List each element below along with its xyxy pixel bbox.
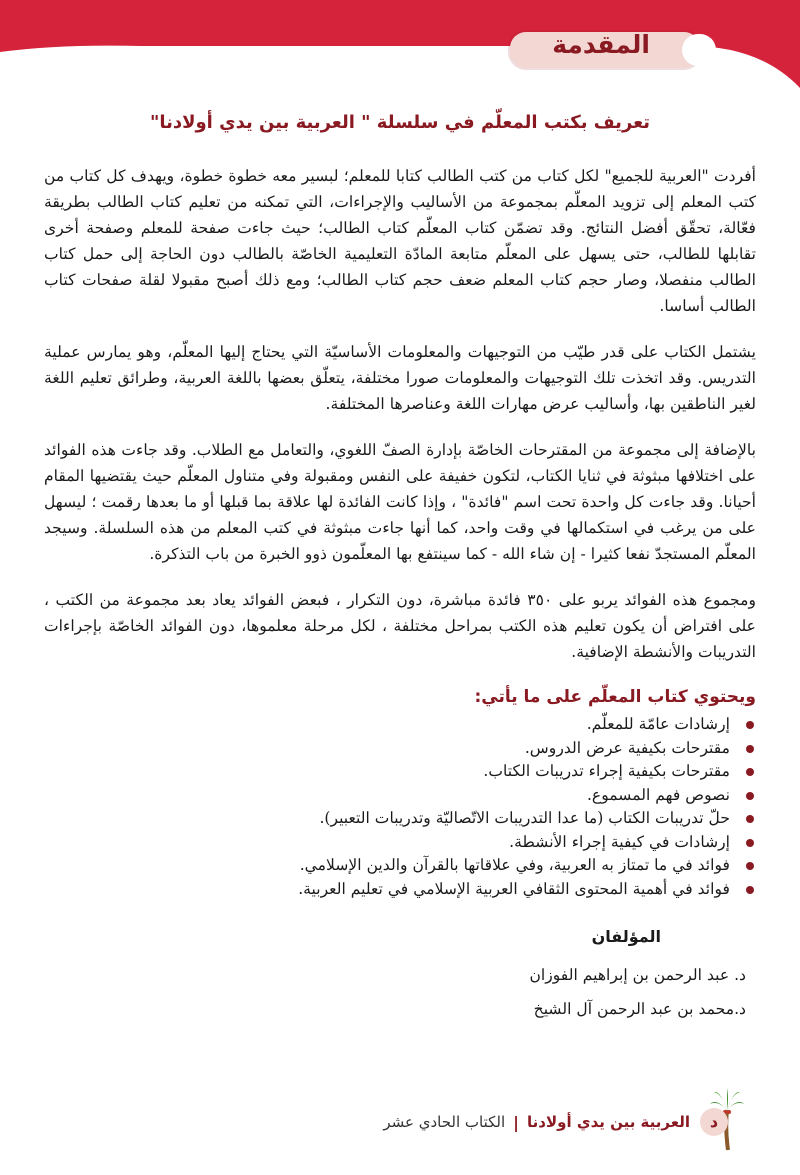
list-item-text: مقترحات بكيفية عرض الدروس.: [524, 738, 730, 757]
list-item-text: فوائد في أهمية المحتوى الثقافي العربية الإسلامي في تعليم العربية.: [298, 879, 730, 898]
list-item: [44, 807, 756, 831]
bullet-icon: [746, 862, 754, 870]
page-footer: [383, 1108, 728, 1136]
contents-list: [44, 713, 756, 901]
list-item: [44, 713, 756, 737]
list-item-text: فوائد في ما تمتاز به العربية، وفي علاقاتها بالقرآن والدين الإسلامي.: [299, 856, 730, 874]
list-item: [44, 854, 756, 878]
bullet-icon: [746, 745, 754, 753]
paragraph: بالإضافة إلى مجموعة من المقترحات الخاصّة بإدارة الصفّ اللغوي، والتعامل مع الطلاب. وقد جاءت هذه الفوائد على اختلافها مبثوثة في ثنايا الكتاب، لتكون خفيفة على النفس ومقبولة وفي متناول المعلّم حيث يقتضيها المقام أحيانا. وقد جاءت كل واحدة تحت اسم "فائدة" ، وإذا كانت الفائدة لها علاقة بما قبلها أو ما بعدها رقمت ؛ ليسهل على من يرغب في استكمالها في وقت واحد، كما أنها جاءت مبثوثة في كتب المعلم من هذه السلسلة. وسيجد المعلّم المستجدّ نفعا كثيرا - إن شاء الله - كما سينتفع بها المعلّمون ذوو الخبرة من باب التذكرة.: [44, 441, 756, 563]
bullet-icon: [746, 839, 754, 847]
list-item: [44, 784, 756, 808]
list-item: [44, 760, 756, 784]
list-item-text: مقترحات بكيفية إجراء تدريبات الكتاب.: [483, 762, 730, 780]
paragraph: يشتمل الكتاب على قدر طيّب من التوجيهات والمعلومات الأساسيّة التي يحتاج إليها المعلّم، وهو يمارس عملية التدريس. وقد اتخذت تلك التوجيهات والمعلومات صورا مختلفة، يتعلّق بعضها باللغة العربية، وطرائق تعليم اللغة لغير الناطقين بها، وأساليب عرض مهارات اللغة وعناصرها المختلفة.: [44, 343, 756, 413]
page-number: د: [700, 1108, 728, 1136]
list-item: [44, 878, 756, 902]
list-item: [44, 831, 756, 855]
main-content: [44, 106, 756, 1026]
authors-heading: المؤلفان: [591, 927, 661, 946]
paragraph: ومجموع هذه الفوائد يربو على ٣٥٠ فائدة مباشرة، دون التكرار ، فبعض الفوائد يعاد بعد مجموعة من الكتب ، على افتراض أن يكون تعليم هذه الكتب بمراحل مختلفة ، لكل مرحلة معلموها، دون الفوائد الخاصّة بإجراءات التدريبات والأنشطة الإضافية.: [44, 591, 756, 661]
footer-separator: |: [513, 1112, 519, 1132]
list-item-text: حلّ تدريبات الكتاب (ما عدا التدريبات الاتّصاليّة وتدريبات التعبير).: [319, 809, 730, 827]
list-item: [44, 737, 756, 761]
list-item-text: نصوص فهم المسموع.: [586, 785, 730, 804]
section-title: المقدمة: [552, 30, 650, 59]
list-item-text: إرشادات في كيفية إجراء الأنشطة.: [509, 832, 730, 851]
bullet-icon: [746, 768, 754, 776]
bullet-icon: [746, 815, 754, 823]
bullet-icon: [746, 792, 754, 800]
list-item-text: إرشادات عامّة للمعلّم.: [586, 715, 730, 733]
book-name: الكتاب الحادي عشر: [383, 1113, 506, 1131]
contents-heading: ويحتوي كتاب المعلّم على ما يأتي:: [474, 687, 756, 707]
authors-block: [44, 927, 756, 1026]
series-name: العربية بين يدي أولادنا: [527, 1113, 690, 1131]
author-name: د.محمد بن عبد الرحمن آل الشيخ: [533, 1000, 746, 1018]
paragraph: أفردت "العربية للجميع" لكل كتاب من كتب الطالب كتابا للمعلم؛ لبسير معه خطوة خطوة، ويهدف كل كتاب من كتب المعلم إلى تزويد المعلّم بمجموعة من الأساليب والإجراءات، التي تمكنه من تعليم كتاب الطالب بطريقة فعّالة، تحقّق أفضل النتائج. وقد تضمّن كتاب المعلّم كتاب الطالب؛ حيث جاءت صفحة للمعلم وصفحة أخرى تقابلها للطالب، حتى يسهل على المعلّم متابعة المادّة التعليمية الخاصّة بالطالب دون الحاجة إلى حمل كتاب الطالب منفصلا، وصار حجم كتاب المعلم ضعف حجم كتاب الطالب؛ ومع ذلك أصبح مقبولا لقلة صفحات كتاب الطالب أساسا.: [44, 167, 756, 315]
bullet-icon: [746, 886, 754, 894]
author-name: د. عبد الرحمن بن إبراهيم الفوزان: [529, 966, 746, 984]
bullet-icon: [746, 721, 754, 729]
intro-title: تعريف بكتب المعلّم في سلسلة " العربية بين يدي أولادنا": [149, 112, 651, 133]
